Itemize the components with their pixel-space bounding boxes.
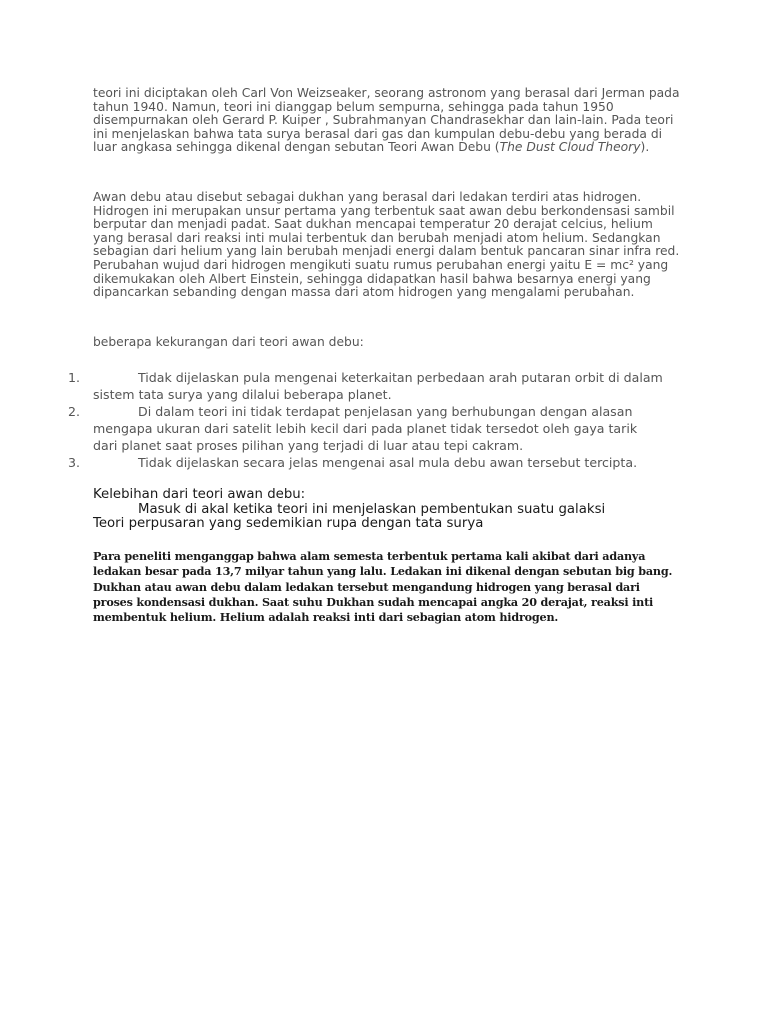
paragraph-big-bang: Para peneliti menganggap bahwa alam semesta terbentuk pertama kali akibat dari adanya ledakan besar pada 13,7 milyar tahun yang lalu. Ledakan ini dikenal dengan sebutan big bang. Dukhan atau awan debu dalam ledakan tersebut mengandung hidrogen yang berasal dari proses kondensasi dukhan. Saat suhu Dukhan sudah mencapai angka 20 derajat, reaksi inti membentuk helium. Helium adalah reaksi inti dari sebagian atom hidrogen.	[93, 549, 673, 625]
paragraph-kekurangan-intro: beberapa kekurangan dari teori awan debu:	[93, 335, 364, 349]
list-item-text: Tidak dijelaskan secara jelas mengenai asal mula debu awan tersebut tercipta.	[138, 455, 638, 470]
kelebihan-section	[93, 488, 713, 532]
kekurangan-list	[0, 369, 768, 471]
list-item	[0, 369, 663, 403]
list-number: 3.	[68, 455, 81, 470]
list-number: 2.	[68, 404, 81, 419]
list-item	[0, 454, 663, 471]
paragraph-text: teori ini diciptakan oleh Carl Von Weizseaker, seorang astronom yang berasal dari Jerman pada tahun 1940. Namun, teori ini dianggap belum sempurna, sehingga pada tahun 1950 disempurnakan oleh Gerard P. Kuiper , Subrahmanyan Chandrasekhar dan lain-lain. Pada teori ini menjelaskan bahwa tata surya berasal dari gas dan kumpulan debu-debu yang berada di luar angkasa sehingga dikenal dengan sebutan Teori Awan Debu (	[93, 86, 680, 155]
list-item-text: Tidak dijelaskan pula mengenai keterkaitan perbedaan arah putaran orbit di dalam sistem tata surya yang dilalui beberapa planet.	[93, 370, 663, 402]
list-item	[0, 403, 663, 454]
list-number: 1.	[68, 370, 81, 385]
kelebihan-item-2: Teori perpusaran yang sedemikian rupa dengan tata surya	[93, 516, 484, 532]
paragraph-end: ).	[640, 140, 650, 155]
paragraph-dukhan: Awan debu atau disebut sebagai dukhan yang berasal dari ledakan terdiri atas hidrogen. Hidrogen ini merupakan unsur pertama yang terbentuk saat awan debu berkondensasi sambil berputar dan menjadi padat. Saat dukhan mencapai temperatur 20 derajat celcius, helium yang berasal dari reaksi inti mulai terbentuk dan berubah menjadi atom helium. Sedangkan sebagian dari helium yang lain berubah menjadi energi dalam bentuk pancaran sinar infra red. Perubahan wujud dari hidrogen mengikuti suatu rumus perubahan energi yaitu E = mc² yang dikemukakan oleh Albert Einstein, sehingga didapatkan hasil bahwa besarnya energi yang dipancarkan sebanding dengan massa dari atom hidrogen yang mengalami perubahan.	[93, 190, 680, 300]
kelebihan-item-1: Masuk di akal ketika teori ini menjelaskan pembentukan suatu galaksi	[138, 501, 606, 517]
italic-theory-name: The Dust Cloud Theory	[499, 140, 641, 155]
paragraph-teori-awan-debu	[93, 87, 683, 155]
list-item-text: Di dalam teori ini tidak terdapat penjelasan yang berhubungan dengan alasan mengapa ukuran dari satelit lebih kecil dari pada planet tidak tersedot oleh gaya tarik dari planet saat proses pilihan yang terjadi di luar atau tepi cakram.	[93, 404, 638, 453]
kelebihan-heading: Kelebihan dari teori awan debu:	[93, 487, 306, 502]
